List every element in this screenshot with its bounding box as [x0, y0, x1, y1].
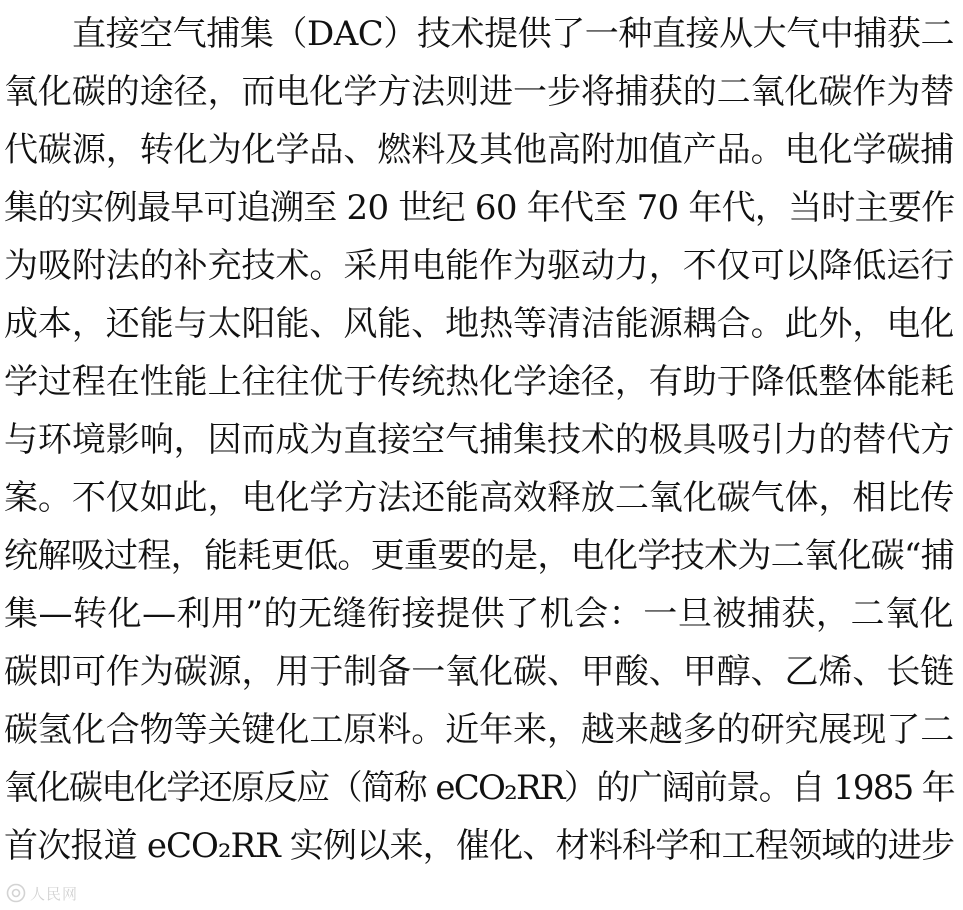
paragraph-line: 首次报道 eCO₂RR 实例以来，催化、材料科学和工程领域的进步: [4, 826, 954, 866]
paragraph-line: 氧化碳电化学还原反应（简称 eCO₂RR）的广阔前景。自 1985 年: [4, 768, 954, 808]
paragraph-line: 统解吸过程，能耗更低。更重要的是，电化学技术为二氧化碳“捕: [4, 536, 954, 576]
paragraph-line: 与环境影响，因而成为直接空气捕集技术的极具吸引力的替代方: [4, 420, 954, 460]
paragraph-line: 集的实例最早可追溯至 20 世纪 60 年代至 70 年代，当时主要作: [4, 188, 955, 228]
paragraph-line: 成本，还能与太阳能、风能、地热等清洁能源耦合。此外，电化: [4, 304, 954, 344]
paragraph-line: 碳即可作为碳源，用于制备一氧化碳、甲酸、甲醇、乙烯、长链: [4, 652, 954, 692]
paragraph-line: 为吸附法的补充技术。采用电能作为驱动力，不仅可以降低运行: [4, 246, 954, 286]
paragraph-line: 代碳源，转化为化学品、燃料及其他高附加值产品。电化学碳捕: [4, 130, 954, 170]
paragraph-line: 学过程在性能上往往优于传统热化学途径，有助于降低整体能耗: [4, 362, 954, 402]
watermark-text: 人民网: [30, 884, 79, 903]
paragraph-line: 集—转化—利用”的无缝衔接提供了机会：一旦被捕获，二氧化: [4, 594, 954, 634]
camera-logo-icon: [6, 883, 26, 903]
paragraph-line: 案。不仅如此，电化学方法还能高效释放二氧化碳气体，相比传: [4, 478, 954, 518]
paragraph-line: 碳氢化合物等关键化工原料。近年来，越来越多的研究展现了二: [4, 710, 954, 750]
watermark: [6, 880, 78, 906]
paragraph-line: 直接空气捕集（DAC）技术提供了一种直接从大气中捕获二: [72, 14, 954, 54]
paragraph-line: 氧化碳的途径，而电化学方法则进一步将捕获的二氧化碳作为替: [4, 72, 954, 112]
